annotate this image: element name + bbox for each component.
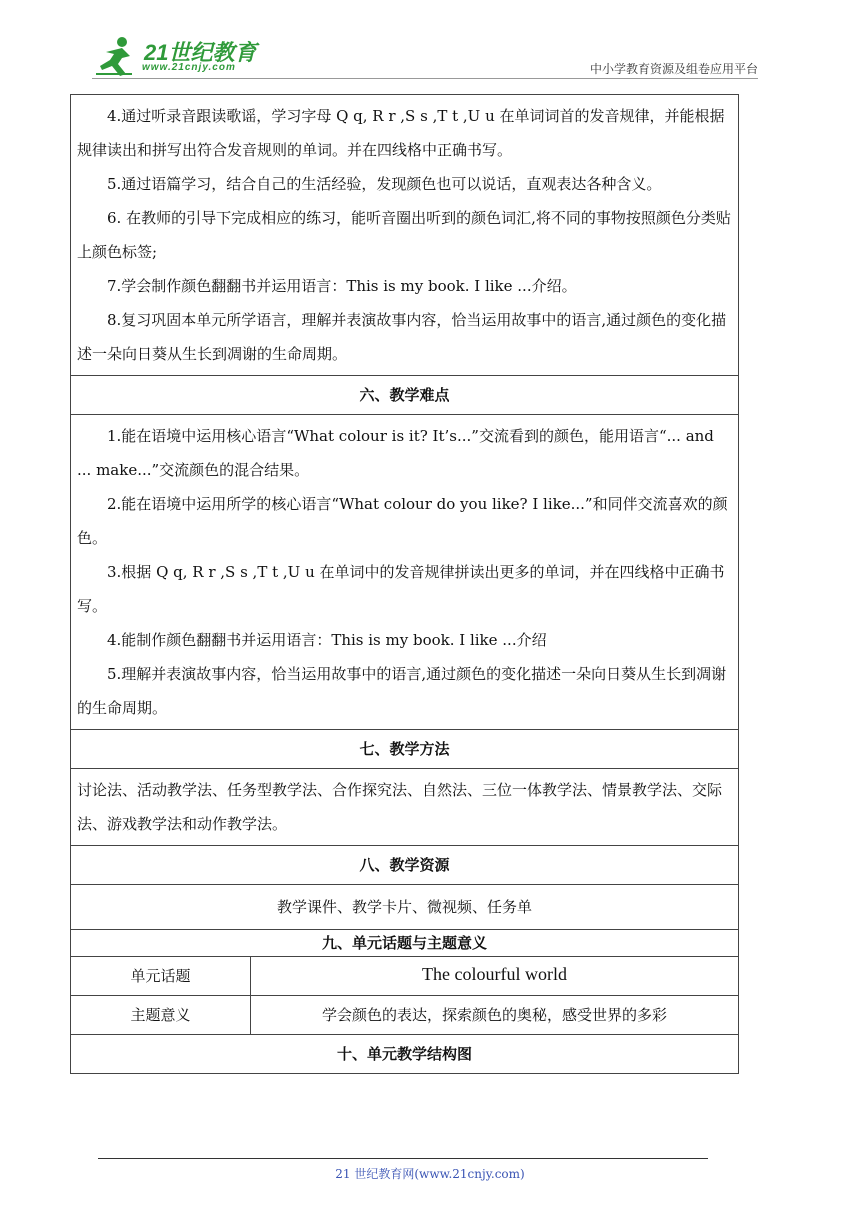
topic-label: 单元话题 — [71, 957, 251, 996]
goal-item: 5.通过语篇学习，结合自己的生活经验，发现颜色也可以说话，直观表达各种含义。 — [107, 175, 662, 193]
goals-row — [71, 95, 739, 376]
section-7-content-row — [71, 769, 739, 846]
topic-row — [71, 957, 739, 996]
footer-divider — [98, 1158, 708, 1159]
section-10-heading-row — [71, 1035, 739, 1074]
lesson-plan-table — [70, 94, 739, 1074]
difficulty-item: 1.能在语境中运用核心语言“What colour is it? It’s...”交流看到的颜色，能用语言“... and ... make...”交流颜色的混合结果。 — [77, 427, 714, 479]
runner-logo-icon — [92, 34, 140, 78]
theme-label: 主题意义 — [71, 996, 251, 1035]
section-6-heading: 六、教学难点 — [71, 376, 739, 415]
topic-value: The colourful world — [251, 957, 739, 996]
methods-text: 讨论法、活动教学法、任务型教学法、合作探究法、自然法、三位一体教学法、情景教学法、交际法、游戏教学法和动作教学法。 — [77, 781, 723, 833]
difficulty-item: 4.能制作颜色翻翻书并运用语言：This is my book. I like ...介绍 — [107, 631, 547, 649]
section-7-heading: 七、教学方法 — [71, 730, 739, 769]
section-8-heading-row — [71, 846, 739, 885]
platform-name: 中小学教育资源及组卷应用平台 — [589, 62, 758, 76]
theme-row — [71, 996, 739, 1035]
page-header — [92, 30, 758, 78]
section-6-heading-row — [71, 376, 739, 415]
section-8-content-row — [71, 885, 739, 930]
goal-item: 4.通过听录音跟读歌谣，学习字母 Q q, R r ,S s ,T t ,U u 在单词词首的发音规律，并能根据规律读出和拼写出符合发音规则的单词。并在四线格中正确书写。 — [77, 107, 725, 159]
section-6-content-row — [71, 415, 739, 730]
section-7-heading-row — [71, 730, 739, 769]
difficulty-item: 2.能在语境中运用所学的核心语言“What colour do you like? I like...”和同伴交流喜欢的颜色。 — [77, 495, 728, 547]
resources-text: 教学课件、教学卡片、微视频、任务单 — [71, 885, 739, 930]
difficulty-item: 3.根据 Q q, R r ,S s ,T t ,U u 在单词中的发音规律拼读出更多的单词，并在四线格中正确书写。 — [77, 563, 725, 615]
goal-item: 6. 在教师的引导下完成相应的练习，能听音圈出听到的颜色词汇,将不同的事物按照颜色分类贴上颜色标签; — [77, 209, 731, 261]
goal-item: 7.学会制作颜色翻翻书并运用语言：This is my book. I like ...介绍。 — [107, 277, 577, 295]
difficulty-item: 5.理解并表演故事内容，恰当运用故事中的语言,通过颜色的变化描述一朵向日葵从生长到凋谢的生命周期。 — [77, 665, 727, 717]
footer-text: 21 世纪教育网(www.21cnjy.com) — [335, 1167, 525, 1181]
theme-value: 学会颜色的表达，探索颜色的奥秘，感受世界的多彩 — [251, 996, 739, 1035]
section-9-heading-row — [71, 930, 739, 957]
logo-url: www.21cnjy.com — [142, 62, 236, 73]
section-8-heading: 八、教学资源 — [71, 846, 739, 885]
section-9-heading: 九、单元话题与主题意义 — [71, 930, 739, 957]
section-10-heading: 十、单元教学结构图 — [71, 1035, 739, 1074]
goal-item: 8.复习巩固本单元所学语言，理解并表演故事内容，恰当运用故事中的语言,通过颜色的变化描述一朵向日葵从生长到凋谢的生命周期。 — [77, 311, 727, 363]
logo-text: 21世纪教育 — [144, 40, 257, 65]
header-divider — [92, 78, 758, 79]
site-logo — [92, 34, 262, 78]
